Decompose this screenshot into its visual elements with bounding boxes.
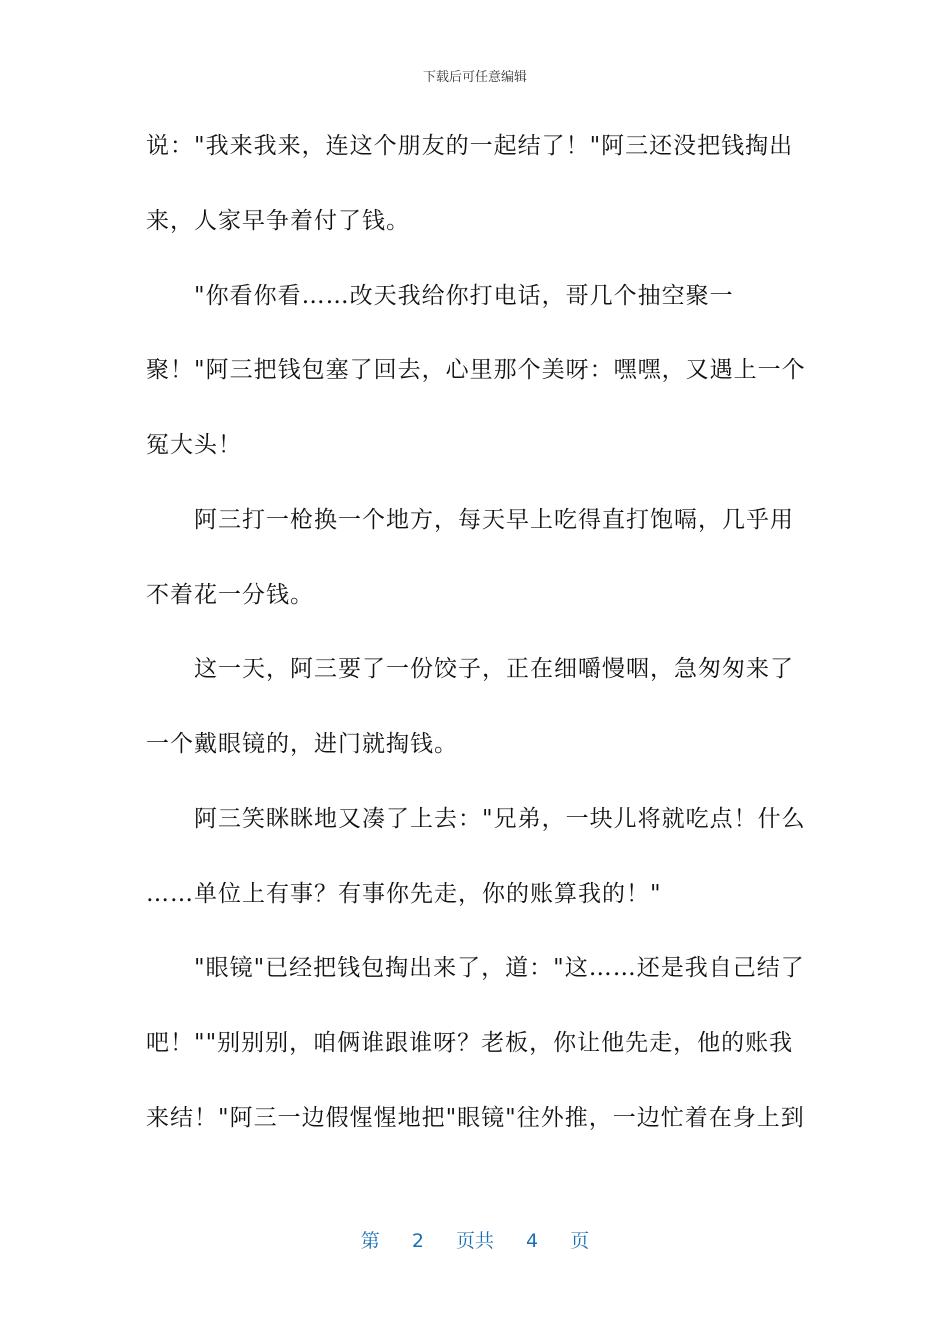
footer-suffix: 页: [570, 1230, 590, 1252]
text-line: "眼镜"已经把钱包掏出来了，道："这……还是我自己结了: [194, 955, 805, 981]
text-line: 阿三打一枪换一个地方，每天早上吃得直打饱嗝，几乎用: [194, 507, 794, 533]
footer-prefix: 第: [360, 1230, 380, 1252]
total-page-number: 4: [526, 1230, 539, 1252]
text-line: 吧！""别别别，咱俩谁跟谁呀？老板，你让他先走，他的账我: [146, 1030, 794, 1056]
text-line: 说："我来我来，连这个朋友的一起结了！"阿三还没把钱掏出: [146, 133, 794, 159]
text-line: ……单位上有事？有事你先走，你的账算我的！": [146, 881, 662, 907]
text-line: 阿三笑眯眯地又凑了上去："兄弟，一块儿将就吃点！什么: [194, 806, 806, 832]
text-line: 来结！"阿三一边假惺惺地把"眼镜"往外推，一边忙着在身上到: [146, 1105, 805, 1131]
text-line: 不着花一分钱。: [146, 582, 314, 608]
text-line: 一个戴眼镜的，进门就掏钱。: [146, 731, 458, 757]
text-line: 来，人家早争着付了钱。: [146, 208, 410, 234]
current-page-number: 2: [411, 1230, 424, 1252]
text-line: 冤大头！: [146, 432, 242, 458]
footer-middle: 页共: [455, 1230, 494, 1252]
text-line: 这一天，阿三要了一份饺子，正在细嚼慢咽，急匆匆来了: [194, 656, 794, 682]
page-footer: [0, 1226, 950, 1253]
text-line: 聚！"阿三把钱包塞了回去，心里那个美呀：嘿嘿，又遇上一个: [146, 357, 806, 383]
page-header: 下载后可任意编辑: [422, 70, 527, 85]
text-line: "你看你看……改天我给你打电话，哥几个抽空聚一: [194, 283, 734, 309]
